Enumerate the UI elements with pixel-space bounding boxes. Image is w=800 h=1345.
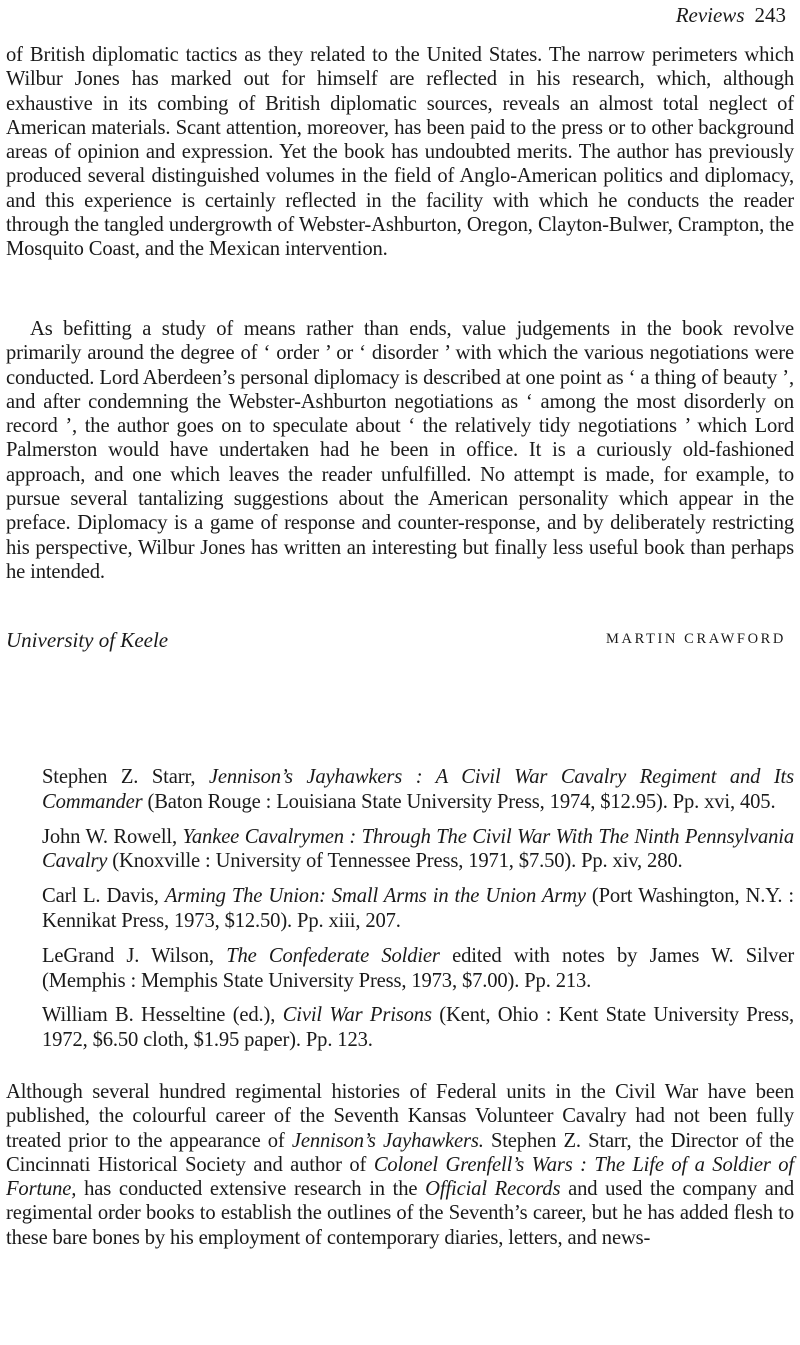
book-title: Jennison’s Jayhawkers : A Civil War Cavalry Regiment and Its Commander bbox=[42, 766, 794, 813]
book-author: Carl L. Davis, bbox=[42, 885, 159, 908]
book-author: LeGrand J. Wilson, bbox=[42, 944, 214, 967]
review-paragraph-2: As befitting a study of means rather than ends, value judgements in the book revolve primarily around the degree of ‘ order ’ or ‘ disorder ’ with which the various negotiations were conducted. Lord Aberdeen’s personal diplomacy is described at one point as ‘ a thing of beauty ’, and after condemning the Webster-Ashburton negotiations as ‘ among the most disorderly on record ’, the author goes on to speculate about ‘ the relatively tidy negotiations ’ which Lord Palmerston would have undertaken had he been in office. It is a curiously old-fashioned approach, and one which leaves the reader unfulfilled. No attempt is made, for example, to pursue several tantalizing suggestions about the American personality which appear in the preface. Diplomacy is a game of response and counter-response, and by deliberately restricting his perspective, Wilbur Jones has written an interesting but finally less useful book than perhaps he intended. bbox=[6, 318, 794, 583]
running-head bbox=[676, 2, 786, 28]
title-reference: Official Records bbox=[425, 1178, 561, 1201]
book-title: Yankee Cavalrymen : Through The Civil War With The Ninth Pennsylvania Cavalry bbox=[42, 825, 795, 873]
book-author: William B. Hesseltine (ed.), bbox=[42, 1004, 276, 1027]
book-reference bbox=[42, 765, 794, 815]
title-reference: Jennison’s Jayhawkers. bbox=[291, 1129, 484, 1152]
book-details: (Kent, Ohio : Kent State University Press, 1972, $6.50 cloth, $1.95 paper). Pp. 123. bbox=[42, 1004, 795, 1052]
book-title: Civil War Prisons bbox=[282, 1004, 432, 1027]
book-author: Stephen Z. Starr, bbox=[42, 766, 196, 788]
book-title: The Confederate Soldier bbox=[226, 944, 440, 967]
book-details: edited with notes by James W. Silver (Memphis : Memphis State University Press, 1973, $7.00). Pp. 213. bbox=[42, 944, 795, 992]
book-author: John W. Rowell, bbox=[42, 825, 177, 848]
book-reference bbox=[42, 884, 794, 934]
book-title: Arming The Union: Small Arms in the Union Army bbox=[164, 885, 586, 908]
page-number: 243 bbox=[754, 3, 786, 27]
book-reference bbox=[42, 825, 794, 875]
reviewer-affiliation: University of Keele bbox=[6, 628, 169, 652]
book-details: (Baton Rouge : Louisiana State University Press, 1974, $12.95). Pp. xvi, 405. bbox=[147, 790, 776, 813]
review-paragraph-1: of British diplomatic tactics as they related to the United States. The narrow perimeters which Wilbur Jones has marked out for himself are reflected in his research, which, although exhaustive in its combing of British diplomatic sources, reveals an almost total neglect of American materials. Scant attention, moreover, has been paid to the press or to other background areas of opinion and expression. Yet the book has undoubted merits. The author has previously produced several distinguished volumes in the field of Anglo-American politics and diplomacy, and this experience is certainly reflected in the facility with which he conducts the reader through the tangled undergrowth of Webster-Ashburton, Oregon, Clayton-Bulwer, Crampton, the Mosquito Coast, and the Mexican intervention. bbox=[6, 44, 794, 261]
book-reference bbox=[42, 944, 794, 994]
reviewer-name: MARTIN CRAWFORD bbox=[606, 631, 786, 647]
book-reference bbox=[42, 1003, 794, 1053]
running-head-section: Reviews bbox=[675, 3, 745, 27]
title-reference: Colonel Grenfell’s Wars : The Life of a Soldier of Fortune, bbox=[6, 1153, 794, 1201]
review-2-paragraph-1: Although several hundred regimental histories of Federal units in the Civil War have been published, the colourful career of the Seventh Kansas Volunteer Cavalry had not been fully treated prior to the appearance of Jennison’s Jayhawkers. Stephen Z. Starr, the Director of the Cincinnati Historical Society and author of Colonel Grenfell’s Wars : The Life of a Soldier of Fortune, has conducted extensive research in the Official Records and used the company and regimental order books to establish the outlines of the Seventh’s career, but he has added flesh to these bare bones by his employment of contemporary diaries, letters, and news- bbox=[6, 1081, 795, 1249]
review-signature bbox=[6, 628, 786, 656]
book-details: (Knoxville : University of Tennessee Press, 1971, $7.50). Pp. xiv, 280. bbox=[112, 850, 683, 873]
book-details: (Port Washington, N.Y. : Kennikat Press, 1973, $12.50). Pp. xiii, 207. bbox=[42, 885, 794, 932]
book-references bbox=[42, 765, 794, 1063]
